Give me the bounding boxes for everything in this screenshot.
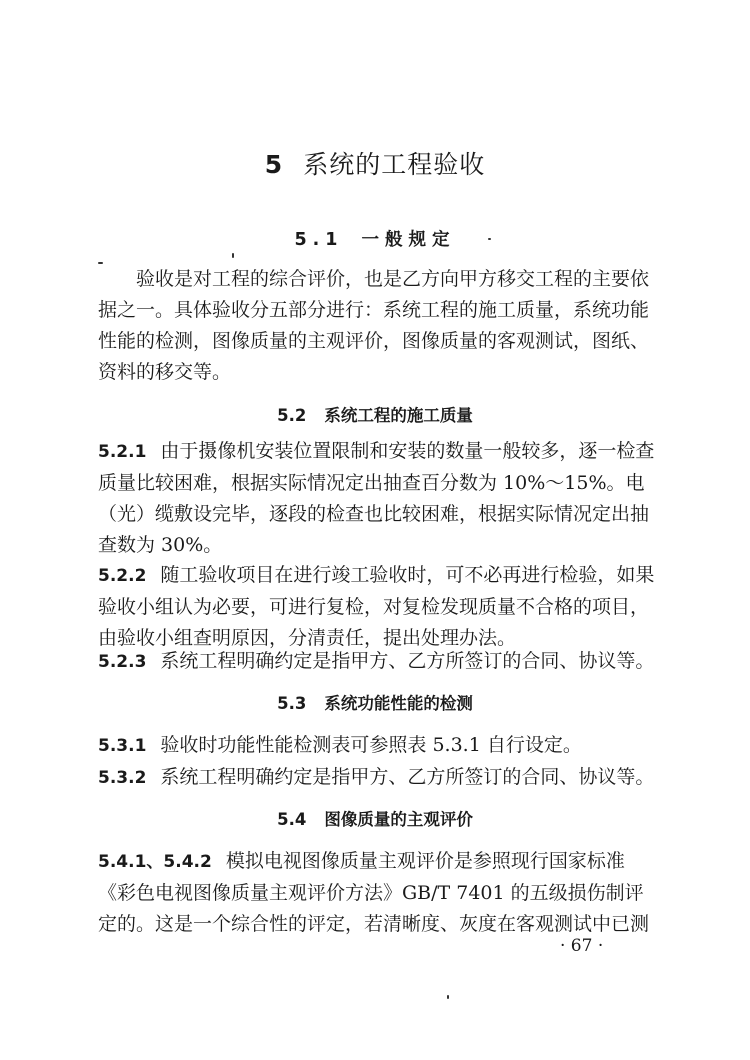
clause-label: 5.4.1、5.4.2 bbox=[98, 852, 212, 872]
chapter-title-text: 系统的工程验收 bbox=[303, 150, 486, 179]
clause-5-3-2 bbox=[98, 762, 658, 794]
clause-text: 系统工程明确约定是指甲方、乙方所签订的合同、协议等。 bbox=[160, 766, 655, 788]
page-number: · 67 · bbox=[560, 936, 604, 956]
clause-label: 5.3.1 bbox=[98, 736, 147, 756]
section-title: 一般规定 bbox=[361, 230, 456, 250]
chapter-number: 5 bbox=[264, 150, 284, 179]
section-title: 系统功能性能的检测 bbox=[324, 694, 473, 713]
section-title: 系统工程的施工质量 bbox=[324, 406, 473, 425]
clause-label: 5.2.3 bbox=[98, 652, 147, 672]
section-title: 图像质量的主观评价 bbox=[324, 810, 473, 829]
section-heading-5-1 bbox=[0, 226, 750, 251]
section-heading-5-3 bbox=[0, 690, 750, 714]
clause-text: 模拟电视图像质量主观评价是参照现行国家标准《彩色电视图像质量主观评价方法》GB/T 7401 的五级损伤制评定的。这是一个综合性的评定，若清晰度、灰度在客观测试中已测 bbox=[98, 850, 650, 935]
clause-text: 随工验收项目在进行竣工验收时，可不必再进行检验，如果验收小组认为必要，可进行复检，对复检发现质量不合格的项目，由验收小组查明原因，分清责任，提出处理办法。 bbox=[98, 564, 655, 649]
section-heading-5-2 bbox=[0, 402, 750, 426]
scan-speck bbox=[232, 253, 234, 258]
clause-5-4-1-5-4-2 bbox=[98, 846, 658, 940]
section-number: 5.3 bbox=[277, 694, 307, 713]
clause-5-2-1 bbox=[98, 436, 658, 561]
chapter-title bbox=[0, 145, 750, 181]
clause-label: 5.2.2 bbox=[98, 566, 147, 586]
clause-label: 5.3.2 bbox=[98, 768, 147, 788]
scan-speck bbox=[488, 238, 491, 240]
clause-label: 5.2.1 bbox=[98, 442, 147, 462]
section-number: 5.4 bbox=[277, 810, 307, 829]
clause-5-3-1 bbox=[98, 730, 658, 762]
scan-speck bbox=[447, 995, 449, 999]
clause-text: 验收时功能性能检测表可参照表 5.3.1 自行设定。 bbox=[160, 734, 582, 756]
scan-speck bbox=[98, 262, 103, 264]
clause-5-2-2 bbox=[98, 560, 658, 654]
section-number: 5.2 bbox=[277, 406, 307, 425]
clause-text: 系统工程明确约定是指甲方、乙方所签订的合同、协议等。 bbox=[160, 650, 655, 672]
clause-5-2-3 bbox=[98, 646, 658, 678]
section-number: 5.1 bbox=[294, 230, 344, 250]
clause-text: 由于摄像机安装位置限制和安装的数量一般较多，逐一检查质量比较困难，根据实际情况定出抽查百分数为 10%～15%。电（光）缆敷设完毕，逐段的检查也比较困难，根据实际情况定出抽查数为 30%。 bbox=[98, 440, 655, 556]
paragraph-5-1: 验收是对工程的综合评价，也是乙方向甲方移交工程的主要依据之一。具体验收分五部分进行：系统工程的施工质量，系统功能性能的检测，图像质量的主观评价，图像质量的客观测试，图纸、资料的移交等。 bbox=[98, 268, 650, 383]
section-heading-5-4 bbox=[0, 806, 750, 830]
